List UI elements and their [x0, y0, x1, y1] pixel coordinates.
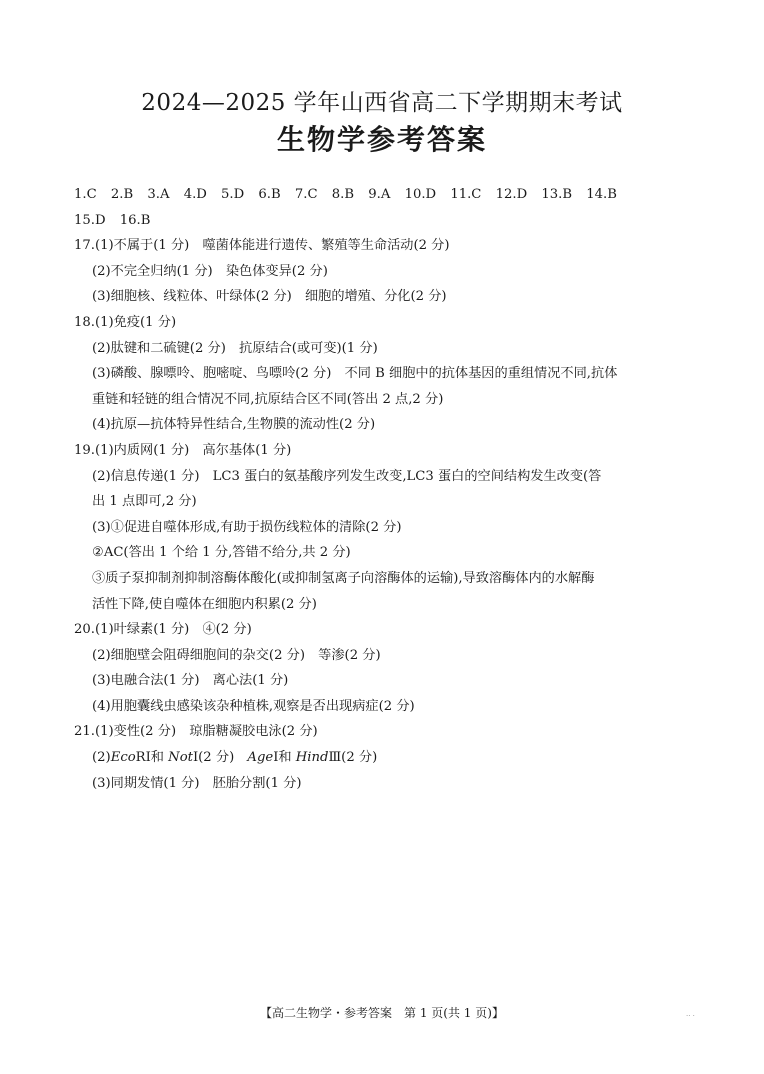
q19-line-3: 出 1 点即可,2 分) — [92, 494, 197, 510]
q20-line-4: (4)用胞囊线虫感染该杂种植株,观察是否出现病症(2 分) — [92, 698, 415, 714]
mcq-answer: 12.D — [495, 187, 528, 202]
q18-line-4: 重链和轻链的组合情况不同,抗原结合区不同(答出 2 点,2 分) — [92, 391, 444, 407]
q19-line-6: ③质子泵抑制剂抑制溶酶体酸化(或抑制氢离子向溶酶体的运输),导致溶酶体内的水解酶 — [92, 570, 595, 586]
q19-line-1: 19.(1)内质网(1 分) 高尔基体(1 分) — [74, 442, 292, 458]
corner-mark: ·· · — [686, 1012, 695, 1020]
q21-line-1: 21.(1)变性(2 分) 琼脂糖凝胶电泳(2 分) — [74, 724, 318, 740]
mcq-answer: 14.B — [586, 187, 617, 202]
q18-line-2: (2)肽键和二硫键(2 分) 抗原结合(或可变)(1 分) — [92, 340, 378, 356]
q17-line-1: 17.(1)不属于(1 分) 噬菌体能进行遗传、繁殖等生命活动(2 分) — [74, 238, 450, 254]
enzyme-name-age: Age — [247, 750, 274, 766]
q21-line-2-part: Ⅲ(2 分) — [328, 750, 378, 766]
mcq-answer: 4.D — [183, 187, 207, 202]
q21-line-3: (3)同期发情(1 分) 胚胎分割(1 分) — [92, 775, 302, 791]
answers-body — [74, 182, 704, 796]
mcq-answer: 6.B — [258, 187, 281, 202]
q18-line-5: (4)抗原—抗体特异性结合,生物膜的流动性(2 分) — [92, 417, 376, 433]
q20-line-1: 20.(1)叶绿素(1 分) ④(2 分) — [74, 622, 252, 638]
mcq-answers-row-2 — [74, 208, 704, 234]
mcq-answers-row-1 — [74, 182, 704, 208]
q19-line-2: (2)信息传递(1 分) LC3 蛋白的氨基酸序列发生改变,LC3 蛋白的空间结构发生改变(答 — [92, 468, 602, 484]
q20-line-2: (2)细胞壁会阻碍细胞间的杂交(2 分) 等渗(2 分) — [92, 647, 381, 663]
q21-line-2-part: RⅠ和 — [135, 750, 169, 766]
exam-title: 2024—2025 学年山西省高二下学期期末考试 — [141, 90, 623, 116]
q21-line-2 — [74, 745, 704, 771]
q17-line-2: (2)不完全归纳(1 分) 染色体变异(2 分) — [92, 263, 328, 279]
mcq-answer: 13.B — [541, 187, 573, 202]
enzyme-name-ecor: Eco — [110, 750, 136, 766]
mcq-answer: 5.D — [221, 187, 245, 202]
q19-line-4: (3)①促进自噬体形成,有助于损伤线粒体的清除(2 分) — [92, 519, 402, 535]
q17-line-3: (3)细胞核、线粒体、叶绿体(2 分) 细胞的增殖、分化(2 分) — [92, 289, 447, 305]
mcq-answer: 15.D — [74, 212, 106, 228]
enzyme-name-hind: Hind — [295, 750, 329, 766]
mcq-answer: 3.A — [147, 187, 170, 202]
q18-line-3: (3)磷酸、腺嘌呤、胞嘧啶、鸟嘌呤(2 分) 不同 B 细胞中的抗体基因的重组情况不同,抗体 — [92, 366, 618, 382]
mcq-answer: 9.A — [368, 187, 391, 202]
q19-line-7: 活性下降,使自噬体在细胞内积累(2 分) — [92, 596, 317, 612]
mcq-answer: 8.B — [331, 187, 355, 202]
q19-line-5: ②AC(答出 1 个给 1 分,答错不给分,共 2 分) — [92, 545, 351, 561]
mcq-answer: 7.C — [294, 187, 318, 202]
mcq-answer: 16.B — [119, 212, 151, 228]
q20-line-3: (3)电融合法(1 分) 离心法(1 分) — [92, 673, 289, 689]
q21-line-2-part: Ⅰ和 — [273, 750, 296, 766]
mcq-answer: 10.D — [404, 187, 437, 202]
q21-line-2-part: (2) — [92, 750, 111, 766]
q21-line-2-part: Ⅰ(2 分) — [192, 750, 248, 766]
mcq-answer: 11.C — [450, 187, 482, 202]
enzyme-name-not: Not — [168, 750, 193, 766]
page-footer: 【高二生物学・参考答案 第 1 页(共 1 页)】 — [260, 1006, 504, 1020]
q18-line-1: 18.(1)免疫(1 分) — [74, 314, 177, 330]
mcq-answer: 1.C — [74, 187, 97, 202]
mcq-answer: 2.B — [110, 187, 134, 202]
answer-subtitle: 生物学参考答案 — [276, 123, 487, 156]
